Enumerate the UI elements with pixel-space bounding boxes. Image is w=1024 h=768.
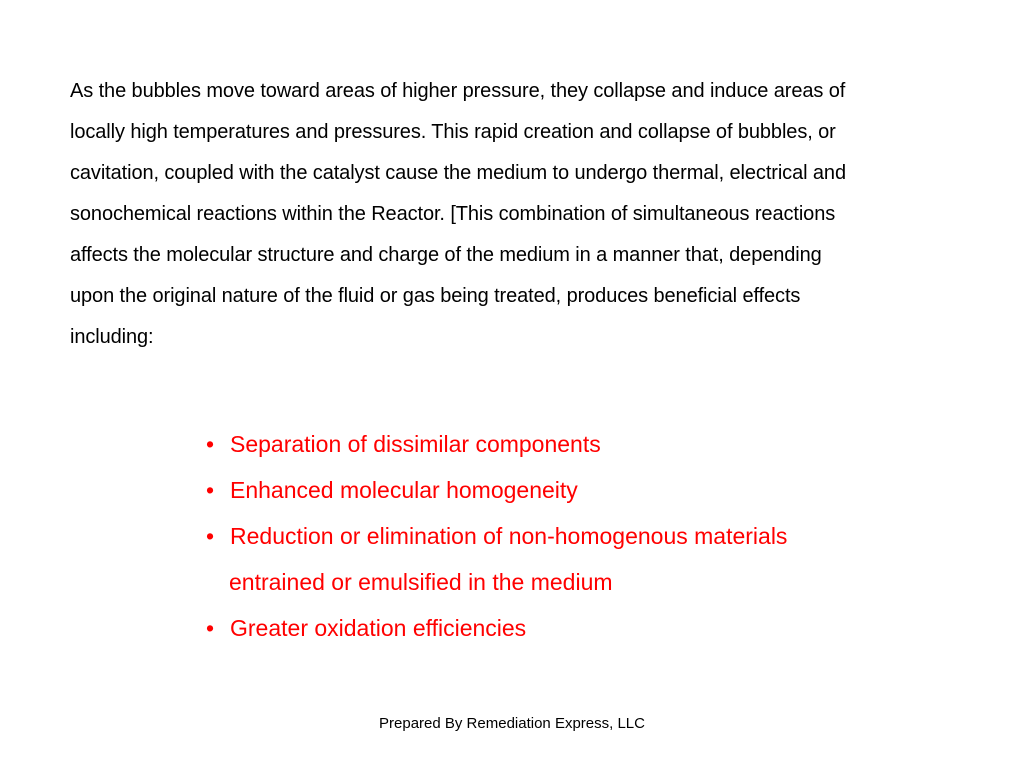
- body-line: As the bubbles move toward areas of higher pressure, they collapse and induce areas of: [70, 80, 846, 102]
- bullet-item: [206, 605, 787, 651]
- bullet-item: [206, 467, 787, 513]
- body-line: upon the original nature of the fluid or gas being treated, produces beneficial effects: [70, 285, 801, 307]
- bullet-item: [206, 421, 787, 467]
- body-line: locally high temperatures and pressures. This rapid creation and collapse of bubbles, or: [70, 121, 836, 143]
- bullet-text: Enhanced molecular homogeneity: [230, 477, 578, 503]
- bullet-text: Separation of dissimilar components: [230, 431, 601, 457]
- bullet-marker: •: [206, 431, 215, 457]
- effects-bullet-list: [206, 421, 787, 651]
- body-line: affects the molecular structure and charge of the medium in a manner that, depending: [70, 244, 822, 266]
- bullet-marker: •: [206, 477, 215, 503]
- bullet-continuation: [206, 559, 787, 605]
- body-paragraph: [70, 71, 970, 358]
- bullet-marker: •: [206, 523, 215, 549]
- body-line: including:: [70, 326, 154, 348]
- body-line: cavitation, coupled with the catalyst cause the medium to undergo thermal, electrical and: [70, 162, 846, 184]
- bullet-marker: •: [206, 615, 215, 641]
- bullet-text: entrained or emulsified in the medium: [229, 569, 613, 595]
- bullet-text: Reduction or elimination of non-homogenous materials: [230, 523, 788, 549]
- bullet-item: [206, 513, 787, 559]
- footer-credit: Prepared By Remediation Express, LLC: [379, 715, 645, 732]
- body-line: sonochemical reactions within the Reactor. [This combination of simultaneous reactions: [70, 203, 836, 225]
- bullet-text: Greater oxidation efficiencies: [230, 615, 527, 641]
